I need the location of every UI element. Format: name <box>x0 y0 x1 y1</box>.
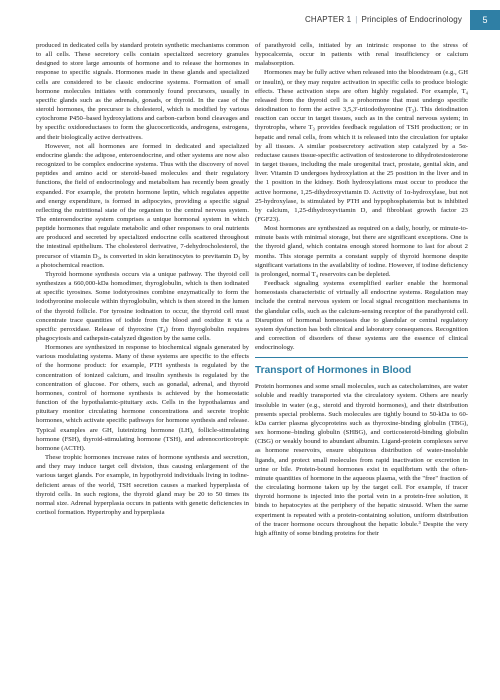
chapter-separator: | <box>355 15 358 24</box>
body-paragraph: Feedback signaling systems exemplified earlier enable the hormonal homeostasis characteristic of virtually all endocrine systems. Regulation may include the central nervous system or local signal recognition mechanisms in the glandular cells, such as the calcium-sensing receptor of the parathyroid cell. Disruption of hormonal homeostasis due to glandular or central regulatory system dysfunction has both clinical and laboratory consequences. Recognition and correction of disorders of these systems are the essence of clinical endocrinology. <box>255 280 468 352</box>
running-head <box>0 10 500 30</box>
section-heading: Transport of Hormones in Blood <box>255 357 468 377</box>
body-paragraph: These trophic hormones increase rates of hormone synthesis and secretion, and they may induce target cell division, thus causing enlargement of the various target glands. For example, in hypothyroid individuals living in iodine-deficient areas of the world, TSH secretion causes a marked hyperplasia of thyroid cells. In such regions, the thyroid gland may be 20 to 50 times its normal size. Adrenal hyperplasia occurs in patients with genetic deficiencies in cortisol formation. Hypertrophy and hyperplasia <box>36 454 249 516</box>
body-paragraph: Protein hormones and some small molecules, such as catecholamines, are water soluble and readily transported via the circulatory system. Others are nearly insoluble in water (e.g., steroid and thyroid hormones), and their distribution presents special problems. Such molecules are tightly bound to 50-kDa to 60-kDa carrier plasma glycoproteins such as thyroxine-binding globulin (TBG), sex hormone–binding globulin (SHBG), and corticosteroid-binding globulin (CBG) or weakly bound to abundant albumin. Ligand-protein complexes serve as hormone reservoirs, ensure ubiquitous distribution of water-insoluble ligands, and protect small molecules from rapid inactivation or excretion in urine or bile. Protein-bound hormones exist in equilibrium with the often-minute quantities of hormone in the aqueous plasma, with the "free" fraction of the circulating hormone taken up by the target cell. For example, if tracer thyroid hormone is injected into the portal vein in a protein-free solution, it binds to hepatocytes at the periphery of the hepatic sinusoid. When the same experiment is repeated with a protein-containing solution, uniform distribution of the tracer hormone occurs throughout the hepatic lobule.³ Despite the very high affinity of some binding proteins for their <box>255 383 468 537</box>
chapter-number: CHAPTER 1 <box>304 15 352 24</box>
body-paragraph: Hormones may be fully active when released into the bloodstream (e.g., GH or insulin), or they may require activation in specific cells to produce biologic effects. These activation steps are often highly regulated. For example, T₄ released from the thyroid cell is a prohormone that must undergo specific deiodination to form the active 3,5,3′-triiodothyronine (T₃). This deiodination reaction can occur in target tissues, such as in the central nervous system; in thyrotrophs, where T₃ provides feedback regulation of TSH production; or in hepatic and renal cells, from which it is released into the circulation for uptake by all tissues. A similar postsecretory activation step catalyzed by a 5α-reductase causes tissue-specific activation of testosterone to dihydrotestosterone in target tissues, including the male urogenital tract, prostate, genital skin, and liver. Vitamin D undergoes hydroxylation at the 25 position in the liver and in the 1 position in the kidney. Both hydroxylations must occur to produce the active hormone, 1,25-dihydroxyvitamin D. Activity of 1α-hydroxylase, but not 25-hydroxylase, is stimulated by PTH and hypophosphatemia but is inhibited by calcium, 1,25-dihydroxyvitamin D, and fibroblast growth factor 23 (FGF23). <box>255 69 468 223</box>
chapter-label <box>305 15 462 24</box>
body-paragraph: Most hormones are synthesized as required on a daily, hourly, or minute-to-minute basis with minimal storage, but there are significant exceptions. One is the thyroid gland, which contains enough stored hormone to last for about 2 months. This storage permits a constant supply of thyroid hormone despite significant variations in the availability of iodine. However, if iodine deficiency is prolonged, normal T₄ reservoirs can be depleted. <box>255 225 468 278</box>
body-paragraph: However, not all hormones are formed in dedicated and specialized endocrine glands: the adipose, enteroendocrine, and other systems are now also recognized to be complex endocrine systems. Thus with the discovery of novel peptides and amino acid or steroid-based molecules and their regulatory functions, the field of endocrinology and metabolism has recently been greatly expanded. For example, the protein hormone leptin, which regulates appetite and energy expenditure, is formed in adipocytes, providing a specific signal reflecting the nutritional state of the organism to the central nervous system. The enteroendocrine system comprises a unique hormonal system in which peptide hormones that regulate metabolic and other responses to oral nutrients are produced and secreted by specialized endocrine cells scattered throughout the intestinal epithelium. The cholesterol derivative, 7-dehydrocholesterol, the precursor of vitamin D₃, is converted in skin keratinocytes to previtamin D₃ by a photochemical reaction. <box>36 142 249 269</box>
chapter-title: Principles of Endocrinology <box>361 15 462 24</box>
right-column <box>255 41 468 538</box>
body-paragraph: of parathyroid cells, initiated by an intrinsic response to the stress of hypocalcemia, occur in patients with renal insufficiency or calcium malabsorption. <box>255 42 468 68</box>
body-paragraph: Thyroid hormone synthesis occurs via a unique pathway. The thyroid cell synthesizes a 660,000-kDa homodimer, thyroglobulin, which is then iodinated at specific tyrosines. Some iodotyrosines combine enzymatically to form the iodothyronine molecule within thyroglobulin, which is then stored in the lumen of the thyroid follicle. For tyrosine iodination to occur, the thyroid cell must concentrate trace quantities of iodide from the blood and oxidize it via a specific peroxidase. Release of thyroxine (T₄) from thyroglobulin requires phagocytosis and cathepsin-catalyzed digestion by the same cells. <box>36 270 249 342</box>
left-column <box>36 41 249 517</box>
body-paragraph: Hormones are synthesized in response to biochemical signals generated by various modulating systems. Many of these systems are specific to the effects of the hormone product: for example, PTH synthesis is regulated by the concentration of ionized calcium, and insulin synthesis is regulated by the concentration of glucose. For others, such as gonadal, adrenal, and thyroid hormones, control of hormone synthesis is achieved by the homeostatic function of the hypothalamic-pituitary axis. Cells in the hypothalamus and pituitary monitor circulating hormone concentrations and secrete trophic hormones, which activate specific pathways for hormone synthesis and release. Typical examples are GH, luteinizing hormone (LH), follicle-stimulating hormone (FSH), thyroid-stimulating hormone (TSH), and adrenocorticotropic hormone (ACTH). <box>36 344 249 452</box>
body-paragraph: produced in dedicated cells by standard protein synthetic mechanisms common to all cells. These secretory cells contain specialized secretory granules designed to store large amounts of hormone and to release the hormones in response to specific signals. Hormones made in these glands and specialized cells are considered to be classic endocrine systems. Formation of small hormone molecules initiates with commonly found precursors, usually in specific glands such as the adrenals, gonads, or thyroid. In the case of the steroid hormones, the precursor is cholesterol, which is modified by various cytochrome P450–based hydroxylations and carbon-carbon bond cleavages and by specific oxidoreductases to form the glucocorticoids, androgens, estrogens, and their biologically active derivatives. <box>36 42 249 141</box>
page-number: 5 <box>470 10 500 30</box>
